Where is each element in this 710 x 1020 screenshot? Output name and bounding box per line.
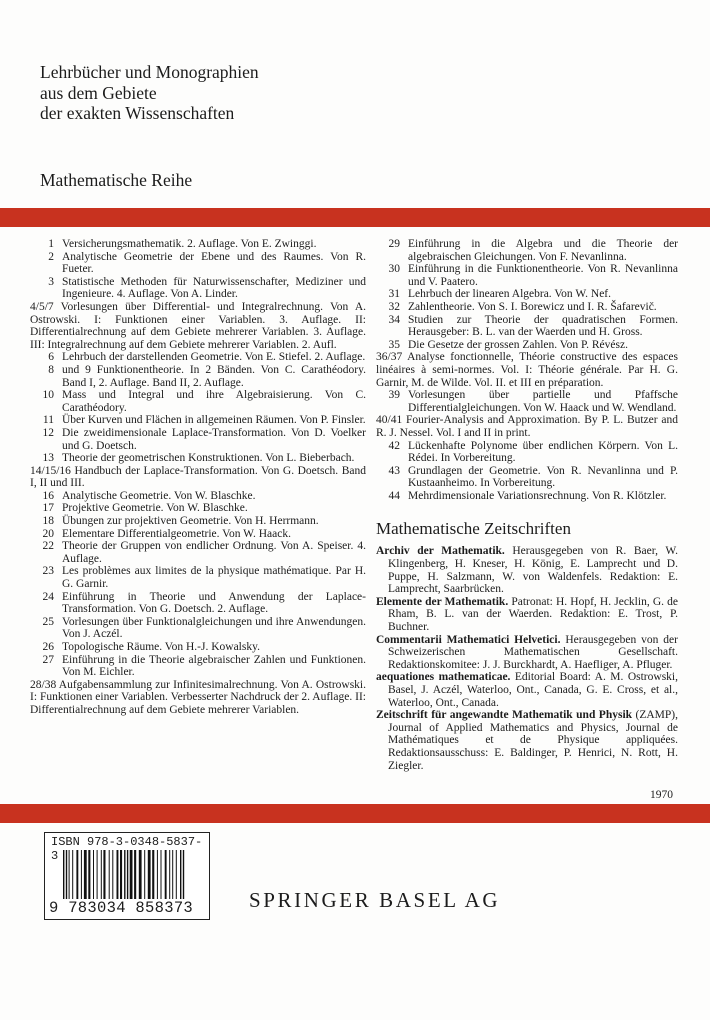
journal-details: Patronat: H. Hopf, H. Jecklin, G. de Rham, B. L. van der Waerden. Redaktion: E. Trost, P. Buchner. (388, 595, 678, 634)
book-text: Grundlagen der Geometrie. Von R. Nevanlinna und P. Kustaanheimo. In Vorbereitung. (408, 464, 678, 490)
book-number: 30 (388, 263, 400, 276)
book-entry (30, 641, 366, 654)
barcode-bar (109, 850, 110, 899)
book-number: 2 (48, 250, 54, 263)
series-title-line: der exakten Wissenschaften (40, 103, 235, 123)
book-text: Les problèmes aux limites de la physique mathématique. Par H. G. Garnir. (62, 565, 366, 591)
barcode-bar (169, 850, 170, 899)
book-text: Aufgabensammlung zur Infinitesimalrechnung. Von A. Ostrowski. I: Funktionen einer Variablen. Verbesserter Nachdruck der 2. Auflage. II: Differentialrechnung auf dem Gebiete mehrerer Variablen. (30, 678, 366, 716)
book-entry (30, 565, 366, 590)
book-text: Mass und Integral und ihre Algebraisierung. Von C. Carathéodory. (62, 389, 366, 414)
publication-year: 1970 (650, 789, 673, 801)
book-text: Analytische Geometrie. Von W. Blaschke. (62, 489, 256, 502)
book-text: Einführung in die Funktionentheorie. Von R. Nevanlinna und V. Paatero. (408, 263, 678, 288)
barcode-bar (117, 850, 119, 899)
journal-details: Editorial Board: A. M. Ostrowski, Basel, J. Aczél, Waterloo, Ont., Canada, G. E. Cross, et al., Waterloo, Ont., Canada. (388, 671, 678, 709)
book-entry (30, 654, 366, 679)
book-text: Projektive Geometrie. Von W. Blaschke. (62, 502, 248, 515)
book-number: 11 (42, 414, 54, 427)
right-book-list (376, 238, 678, 502)
series-title (40, 62, 259, 124)
left-book-list (30, 238, 366, 717)
barcode-box (44, 832, 210, 920)
book-entry (30, 465, 366, 490)
book-number: 24 (42, 590, 54, 603)
barcode-bar (88, 850, 90, 899)
book-entry (376, 288, 678, 301)
bottom-red-band (0, 804, 710, 823)
book-text: Lückenhafte Polynome über endlichen Körpern. Von L. Rédei. In Vorbereitung. (408, 439, 678, 465)
book-number: 20 (42, 527, 54, 540)
book-text: Mehrdimensionale Variationsrechnung. Von R. Klötzler. (408, 489, 667, 502)
book-entry (376, 414, 678, 439)
barcode-bar (134, 850, 136, 899)
book-entry (376, 238, 678, 263)
barcode-bar (176, 850, 177, 899)
barcode-bar (152, 850, 154, 899)
book-number: 13 (42, 452, 54, 465)
book-entry (30, 251, 366, 276)
barcode-icon (63, 850, 201, 899)
book-text: Analyse fonctionnelle, Théorie constructive des espaces linéaires à semi-normes. Vol. I: Théorie générale. Par H. G. Garnir, M. de Wilde. Vol. II. et III en préparation. (376, 351, 678, 389)
book-text: Theorie der Gruppen von endlicher Ordnung. Von A. Speiser. 4. Auflage. (62, 540, 366, 565)
book-text: Versicherungsmathematik. 2. Auflage. Von E. Zwinggi. (62, 238, 317, 250)
barcode-bar (148, 850, 151, 899)
book-entry (30, 515, 366, 528)
series-title-line: Lehrbücher und Monographien (40, 62, 259, 82)
book-text: Vorlesungen über Funktionalgleichungen und ihre Anwendungen. Von J. Aczél. (62, 615, 366, 641)
book-text: Übungen zur projektiven Geometrie. Von H. Herrmann. (62, 515, 319, 528)
book-number: 17 (42, 502, 54, 515)
book-text: Elementare Differentialgeometrie. Von W. Haack. (62, 527, 291, 540)
book-number: 32 (388, 300, 400, 313)
isbn-label: ISBN 978-3-0348-5837-3 (51, 835, 203, 863)
book-number: 16 (42, 489, 54, 502)
book-entry (30, 389, 366, 414)
book-entry (30, 364, 366, 389)
right-column (376, 238, 678, 772)
book-entry (30, 528, 366, 541)
barcode-bar (76, 850, 78, 899)
book-entry (376, 440, 678, 465)
book-text: Fourier-Analysis and Approximation. By P. L. Butzer and R. J. Nessel. Vol. I and II in print. (376, 414, 678, 439)
journals-heading: Mathematische Zeitschriften (376, 519, 571, 539)
barcode-bar (120, 850, 122, 899)
book-entry (376, 301, 678, 314)
book-entry (30, 276, 366, 301)
barcode-bar (130, 850, 133, 899)
journal-details: (ZAMP), Journal of Applied Mathematics and Physics, Journal de Mathématiques et de Physique appliquées. Redaktionsausschuss: E. Baldinger, P. Henrici, N. Rott, H. Ziegler. (388, 709, 678, 772)
barcode-bar (72, 850, 73, 899)
book-entry (376, 351, 678, 389)
journal-entry (376, 596, 678, 634)
journal-list (376, 545, 678, 772)
book-number: 18 (42, 515, 54, 528)
book-number: 27 (42, 653, 54, 666)
top-red-band (0, 208, 710, 227)
book-number: 35 (388, 338, 400, 351)
journal-details: Herausgegeben von der Schweizerischen Mathematischen Gesellschaft. Redaktionskomitee: J. J. Burckhardt, A. Haefliger, A. Pfluger. (388, 633, 678, 671)
barcode-bar (103, 850, 105, 899)
book-entry (30, 502, 366, 515)
book-text: Lehrbuch der darstellenden Geometrie. Von E. Stiefel. 2. Auflage. (62, 351, 366, 364)
barcode-bar (66, 850, 67, 899)
barcode-bar (69, 850, 70, 899)
book-entry (376, 263, 678, 288)
book-text: Die zweidimensionale Laplace-Transformation. Von D. Voelker und G. Doetsch. (62, 426, 366, 452)
book-text: Vorlesungen über Differential- und Integralrechnung. Von A. Ostrowski. I: Funktionen einer Variablen. 3. Auflage. II: Differentialrechnung auf dem Gebiete mehrerer Variablen. 3. Auflage. III: Integralrechnung auf dem Gebiete mehrerer Variablen. 2. Aufl. (30, 300, 367, 351)
barcode-bar (81, 850, 82, 899)
book-number: 26 (42, 641, 54, 653)
book-number: 8 (48, 363, 54, 376)
journal-name: Zeitschrift für angewandte Mathematik und Physik (376, 709, 633, 722)
book-number: 28/38 (30, 678, 57, 691)
book-entry (30, 591, 366, 616)
book-number: 4/5/7 (30, 300, 54, 313)
barcode-bar (127, 850, 128, 899)
book-number: 3 (48, 275, 54, 288)
book-text: Zahlentheorie. Von S. I. Borewicz und I. R. Šafarevič. (408, 300, 657, 313)
journal-name: aequationes mathematicae. (376, 671, 511, 684)
book-number: 1 (48, 238, 54, 250)
book-entry (376, 339, 678, 352)
book-entry (376, 314, 678, 339)
journal-entry (376, 671, 678, 709)
book-number: 29 (388, 238, 400, 250)
book-number: 44 (388, 489, 400, 502)
barcode-bar (97, 850, 98, 899)
book-text: Einführung in Theorie und Anwendung der Laplace-Transformation. Von G. Doetsch. 2. Auflage. (62, 590, 366, 616)
barcode-bar (165, 850, 167, 899)
book-number: 42 (388, 439, 400, 452)
barcode-bar (161, 850, 162, 899)
journal-entry (376, 545, 678, 595)
book-entry (30, 540, 366, 565)
book-number: 12 (42, 426, 54, 439)
barcode-bar (101, 850, 102, 899)
barcode-bar (172, 850, 173, 899)
series-title-line: aus dem Gebiete (40, 82, 157, 103)
book-text: Lehrbuch der linearen Algebra. Von W. Nef. (408, 288, 612, 301)
book-entry (376, 465, 678, 490)
barcode-bar (180, 850, 181, 899)
book-entry (376, 490, 678, 503)
book-number: 10 (42, 389, 54, 402)
barcode-bar (84, 850, 87, 899)
barcode-bar (124, 850, 125, 899)
book-number: 14/15/16 (30, 464, 71, 477)
journal-entry (376, 634, 678, 672)
book-text: Studien zur Theorie der quadratischen Formen. Herausgeber: B. L. van der Waerden und H. Gross. (408, 313, 678, 339)
book-text: Topologische Räume. Von H.-J. Kowalsky. (62, 641, 260, 653)
book-text: Statistische Methoden für Naturwissenschafter, Mediziner und Ingenieure. 4. Auflage. Von A. Linder. (62, 275, 366, 301)
book-number: 31 (388, 288, 400, 301)
book-text: Handbuch der Laplace-Transformation. Von G. Doetsch. Band I, II und III. (30, 464, 367, 490)
book-entry (376, 389, 678, 414)
barcode-bar (183, 850, 184, 899)
book-text: Theorie der geometrischen Konstruktionen. Von L. Bieberbach. (62, 452, 355, 465)
book-number: 6 (48, 351, 54, 364)
book-text: Einführung in die Theorie algebraischer Zahlen und Funktionen. Von M. Eichler. (62, 653, 366, 679)
book-entry (30, 490, 366, 503)
book-entry (30, 238, 366, 251)
barcode-bar (139, 850, 142, 899)
series-name: Mathematische Reihe (40, 170, 193, 190)
book-entry (30, 427, 366, 452)
book-number: 36/37 (376, 351, 403, 364)
journal-entry (376, 709, 678, 772)
book-text: Die Gesetze der grossen Zahlen. Von P. Révész. (408, 338, 628, 351)
barcode-bar (63, 850, 64, 899)
book-entry (30, 616, 366, 641)
barcode-bar (112, 850, 113, 899)
book-text: und 9 Funktionentheorie. In 2 Bänden. Von C. Carathéodory. Band I, 2. Auflage. Band II, 2. Auflage. (62, 363, 366, 389)
journal-name: Archiv der Mathematik. (376, 545, 505, 558)
journal-name: Elemente der Mathematik. (376, 595, 509, 608)
book-number: 23 (42, 565, 54, 578)
book-text: Analytische Geometrie der Ebene und des Raumes. Von R. Fueter. (62, 250, 366, 276)
book-text: Über Kurven und Flächen in allgemeinen Räumen. Von P. Finsler. (62, 414, 366, 427)
book-entry (30, 679, 366, 717)
journal-name: Commentarii Mathematici Helvetici. (376, 633, 561, 646)
barcode-bar (93, 850, 94, 899)
journal-details: Herausgegeben von R. Baer, W. Klingenberg, H. Kneser, H. König, E. Lamprecht und D. Puppe, H. Salzmann, W. von Waldenfels. Redaktion: E. Lamprecht, Saarbrücken. (388, 545, 678, 596)
publisher-name: SPRINGER BASEL AG (249, 888, 501, 912)
barcode-digits: 9 783034 858373 (49, 899, 194, 917)
book-number: 25 (42, 615, 54, 628)
barcode-bar (157, 850, 158, 899)
book-number: 22 (42, 540, 54, 553)
book-number: 40/41 (376, 414, 403, 427)
book-number: 43 (388, 464, 400, 477)
book-text: Vorlesungen über partielle und Pfaffsche Differentialgleichungen. Von W. Haack und W. Wendland. (408, 389, 678, 414)
book-entry (30, 351, 366, 364)
book-entry (30, 301, 366, 351)
book-number: 34 (388, 313, 400, 326)
book-entry (30, 414, 366, 427)
book-entry (30, 452, 366, 465)
book-number: 39 (388, 389, 400, 402)
barcode-bar (144, 850, 145, 899)
book-text: Einführung in die Algebra und die Theorie der algebraischen Gleichungen. Von F. Nevanlinna. (408, 238, 678, 263)
